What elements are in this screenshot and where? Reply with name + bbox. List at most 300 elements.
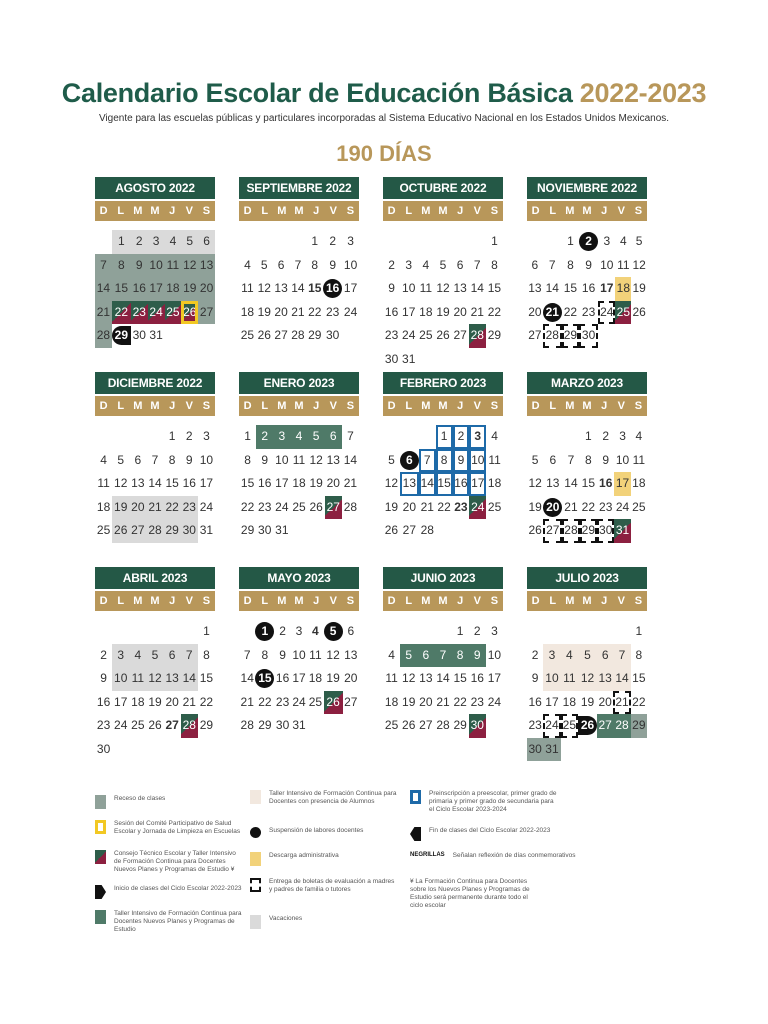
weekday-label: L bbox=[117, 595, 125, 607]
day-cell bbox=[597, 644, 613, 668]
day-number: 30 bbox=[528, 741, 542, 756]
day-number: 30 bbox=[581, 328, 596, 342]
day-number: 15 bbox=[487, 281, 502, 295]
day-cell bbox=[469, 620, 486, 644]
day-number: 1 bbox=[255, 622, 274, 641]
day-cell bbox=[274, 667, 290, 691]
day-cell bbox=[181, 230, 198, 254]
day-cell bbox=[112, 277, 131, 301]
day-number: 30 bbox=[132, 328, 146, 342]
day-cell bbox=[256, 301, 273, 325]
day-number: 3 bbox=[474, 429, 482, 443]
legend-text: Fin de clases del Ciclo Escolar 2022-2023 bbox=[429, 827, 551, 834]
day-number: 6 bbox=[134, 452, 142, 467]
day-cell bbox=[486, 667, 503, 691]
day-cell bbox=[239, 301, 256, 325]
day-cell bbox=[417, 644, 434, 668]
day-number: 11 bbox=[385, 671, 398, 685]
day-cell bbox=[436, 472, 453, 496]
day-number: 12 bbox=[384, 476, 399, 490]
day-number: 29 bbox=[581, 523, 596, 537]
day-number: 4 bbox=[620, 234, 627, 248]
legend-item-sus bbox=[250, 827, 363, 838]
day-cell bbox=[95, 324, 112, 348]
day-number: 18 bbox=[384, 694, 399, 709]
weekday-label: M bbox=[150, 205, 160, 217]
legend-swatch bbox=[95, 885, 106, 899]
day-cell bbox=[308, 496, 325, 520]
weekday-label: M bbox=[133, 205, 143, 217]
day-number: 30 bbox=[275, 718, 290, 732]
day-number: 18 bbox=[487, 476, 502, 490]
day-number: 23 bbox=[581, 304, 596, 319]
day-number: 28 bbox=[148, 523, 162, 537]
day-number: 5 bbox=[388, 452, 395, 467]
day-cell bbox=[469, 301, 486, 325]
weekday-header bbox=[239, 591, 359, 611]
day-cell bbox=[274, 620, 290, 644]
day-cell bbox=[198, 472, 215, 496]
day-number: 9 bbox=[279, 647, 286, 662]
day-cell bbox=[614, 519, 630, 543]
day-number: 18 bbox=[419, 304, 433, 319]
day-number: 17 bbox=[114, 694, 128, 709]
day-cell bbox=[148, 254, 165, 278]
day-cell bbox=[400, 496, 419, 520]
empty-cell bbox=[469, 230, 486, 254]
day-cell bbox=[486, 301, 503, 325]
day-cell bbox=[112, 644, 129, 668]
day-number: 16 bbox=[384, 304, 399, 319]
weekday-label: D bbox=[99, 595, 108, 607]
day-number: 7 bbox=[548, 257, 556, 272]
day-number: 5 bbox=[405, 647, 413, 662]
weekday-label: M bbox=[277, 595, 287, 607]
day-number: 11 bbox=[563, 671, 576, 685]
day-cell bbox=[613, 691, 630, 715]
day-cell bbox=[562, 301, 579, 325]
day-number: 11 bbox=[241, 281, 254, 295]
day-number: 29 bbox=[199, 718, 214, 732]
legend-item-yel bbox=[95, 820, 244, 836]
day-cell bbox=[597, 472, 614, 496]
day-number: 9 bbox=[100, 671, 107, 685]
empty-cell bbox=[383, 425, 400, 449]
day-number: 3 bbox=[117, 647, 125, 662]
day-number: 2 bbox=[531, 647, 539, 662]
day-cell bbox=[255, 667, 274, 691]
day-cell bbox=[164, 714, 181, 738]
day-number: 21 bbox=[564, 499, 578, 514]
day-number: 21 bbox=[291, 304, 305, 319]
day-cell bbox=[323, 324, 342, 348]
day-cell bbox=[598, 301, 615, 325]
day-cell bbox=[543, 738, 560, 762]
day-cell bbox=[383, 691, 400, 715]
day-number: 22 bbox=[581, 499, 596, 514]
day-cell bbox=[239, 254, 256, 278]
page-subtitle: Vigente para las escuelas públicas y particulares incorporadas al Sistema Educativo Nacional en los Estados Unidos Mexicanos. bbox=[98, 113, 670, 124]
day-cell bbox=[453, 472, 470, 496]
day-cell bbox=[307, 644, 323, 668]
day-number: 27 bbox=[453, 328, 467, 342]
day-cell bbox=[543, 519, 562, 543]
legend-text: Descarga administrativa bbox=[269, 852, 339, 859]
day-cell bbox=[527, 667, 543, 691]
day-cell bbox=[164, 691, 181, 715]
day-number: 10 bbox=[114, 671, 128, 685]
day-number: 26 bbox=[632, 304, 646, 319]
day-cell bbox=[452, 324, 469, 348]
day-cell bbox=[419, 449, 436, 473]
day-number: 16 bbox=[454, 476, 468, 490]
day-cell bbox=[308, 425, 325, 449]
day-number: 23 bbox=[132, 304, 146, 319]
day-number: 3 bbox=[491, 624, 498, 638]
day-number: 28 bbox=[564, 523, 578, 537]
day-cell bbox=[400, 472, 419, 496]
day-cell bbox=[436, 449, 453, 473]
day-number: 16 bbox=[132, 281, 146, 295]
day-cell bbox=[543, 277, 562, 301]
day-number: 26 bbox=[183, 304, 197, 319]
weekday-label: J bbox=[313, 205, 320, 217]
day-cell bbox=[579, 277, 598, 301]
day-number: 12 bbox=[257, 281, 271, 295]
day-number: 4 bbox=[169, 234, 177, 248]
day-cell bbox=[239, 496, 256, 520]
day-cell bbox=[290, 324, 307, 348]
legend bbox=[95, 790, 675, 940]
weekday-label: S bbox=[490, 205, 499, 217]
day-cell bbox=[527, 738, 543, 762]
day-cell bbox=[562, 277, 579, 301]
legend-item-dash bbox=[250, 878, 399, 894]
day-number: 22 bbox=[114, 304, 128, 319]
day-cell bbox=[486, 425, 503, 449]
day-number: 10 bbox=[149, 257, 163, 272]
month-title: SEPTIEMBRE 2022 bbox=[239, 177, 359, 199]
weekday-label: V bbox=[617, 400, 625, 412]
day-number: 18 bbox=[616, 281, 631, 295]
day-number: 24 bbox=[615, 499, 630, 514]
day-number: 7 bbox=[567, 452, 575, 467]
weekday-label: M bbox=[582, 595, 592, 607]
day-cell bbox=[95, 667, 112, 691]
day-number: 7 bbox=[618, 647, 626, 662]
month-title: ABRIL 2023 bbox=[95, 567, 215, 589]
day-number: 22 bbox=[165, 499, 179, 514]
empty-cell bbox=[400, 620, 417, 644]
day-number: 28 bbox=[545, 328, 559, 342]
empty-cell bbox=[383, 620, 400, 644]
day-cell bbox=[527, 277, 543, 301]
legend-text: Consejo Técnico Escolar y Taller Intensivo de Formación Continua para Docentes Nuevos Planes y Programas de Estudio ¥ bbox=[114, 850, 236, 873]
day-number: 16 bbox=[96, 694, 111, 709]
day-number: 6 bbox=[329, 429, 337, 443]
day-cell bbox=[434, 301, 451, 325]
day-number: 19 bbox=[257, 304, 271, 319]
day-number: 8 bbox=[203, 647, 210, 662]
day-number: 29 bbox=[112, 326, 131, 345]
day-number: 27 bbox=[402, 523, 416, 537]
day-number: 24 bbox=[471, 499, 485, 514]
day-number: 14 bbox=[615, 671, 629, 685]
legend-swatch bbox=[95, 795, 106, 809]
day-cell bbox=[131, 301, 148, 325]
day-cell bbox=[146, 667, 163, 691]
day-cell bbox=[469, 277, 486, 301]
day-cell bbox=[543, 449, 562, 473]
day-number: 12 bbox=[632, 257, 646, 272]
day-cell bbox=[165, 277, 182, 301]
day-number: 11 bbox=[309, 647, 322, 662]
day-cell bbox=[469, 691, 486, 715]
weekday-label: L bbox=[261, 400, 269, 412]
day-cell bbox=[198, 714, 215, 738]
day-cell bbox=[273, 301, 290, 325]
empty-cell bbox=[417, 230, 434, 254]
day-number: 23 bbox=[275, 694, 290, 709]
day-number: 14 bbox=[470, 281, 484, 295]
day-number: 1 bbox=[491, 234, 498, 248]
weekday-label: V bbox=[617, 205, 625, 217]
day-cell bbox=[615, 301, 631, 325]
day-number: 17 bbox=[600, 281, 614, 295]
day-cell bbox=[112, 230, 131, 254]
day-number: 19 bbox=[309, 476, 323, 490]
day-cell bbox=[308, 472, 325, 496]
day-cell bbox=[95, 519, 112, 543]
day-cell bbox=[561, 714, 578, 738]
month-title: ENERO 2023 bbox=[239, 372, 359, 394]
day-cell bbox=[434, 644, 451, 668]
day-number: 19 bbox=[632, 281, 646, 295]
day-cell bbox=[165, 230, 182, 254]
day-number: 6 bbox=[456, 257, 464, 272]
day-number: 3 bbox=[278, 429, 286, 443]
day-cell bbox=[434, 667, 451, 691]
day-cell bbox=[306, 301, 323, 325]
legend-item-note bbox=[410, 878, 540, 910]
weekday-label: M bbox=[150, 400, 160, 412]
day-number: 26 bbox=[436, 328, 450, 342]
month-title: DICIEMBRE 2022 bbox=[95, 372, 215, 394]
day-number: 5 bbox=[312, 429, 320, 443]
day-cell bbox=[274, 644, 290, 668]
day-cell bbox=[527, 691, 543, 715]
day-number: 11 bbox=[131, 671, 145, 685]
day-number: 19 bbox=[384, 499, 399, 514]
day-cell bbox=[343, 644, 359, 668]
day-number: 13 bbox=[131, 476, 145, 490]
day-cell bbox=[527, 519, 543, 543]
day-cell bbox=[324, 620, 343, 644]
day-number: 7 bbox=[423, 452, 431, 467]
day-number: 20 bbox=[543, 498, 562, 517]
day-number: 31 bbox=[545, 741, 559, 756]
day-number: 13 bbox=[326, 452, 340, 467]
weekday-label: M bbox=[150, 595, 160, 607]
weekday-label: D bbox=[531, 400, 540, 412]
day-cell bbox=[164, 472, 181, 496]
day-cell bbox=[112, 449, 129, 473]
weekday-header bbox=[95, 201, 215, 221]
day-cell bbox=[164, 644, 181, 668]
day-number: 4 bbox=[565, 647, 573, 662]
day-number: 11 bbox=[617, 257, 630, 272]
day-cell bbox=[290, 496, 307, 520]
day-number: 21 bbox=[420, 499, 434, 514]
legend-text: Taller Intensivo de Formación Continua para Docentes con presencia de Alumnos bbox=[269, 790, 397, 805]
day-cell bbox=[562, 472, 579, 496]
weekday-label: S bbox=[490, 400, 499, 412]
day-number: 16 bbox=[581, 281, 596, 295]
weekday-label: D bbox=[99, 400, 108, 412]
day-number: 22 bbox=[258, 694, 272, 709]
day-cell bbox=[527, 472, 543, 496]
day-number: 3 bbox=[619, 429, 626, 443]
day-cell bbox=[578, 714, 597, 738]
day-cell bbox=[239, 324, 256, 348]
day-cell bbox=[131, 254, 148, 278]
empty-cell bbox=[146, 620, 163, 644]
day-grid bbox=[527, 425, 647, 543]
legend-swatch bbox=[95, 820, 106, 834]
weekday-label: V bbox=[473, 205, 481, 217]
empty-cell bbox=[543, 425, 562, 449]
day-cell bbox=[400, 714, 417, 738]
day-grid bbox=[239, 230, 359, 348]
day-cell bbox=[146, 472, 163, 496]
day-cell bbox=[308, 449, 325, 473]
day-cell bbox=[324, 644, 343, 668]
day-cell bbox=[597, 519, 614, 543]
day-cell bbox=[323, 230, 342, 254]
day-number: 28 bbox=[343, 499, 358, 514]
day-cell bbox=[273, 519, 290, 543]
legend-text: ¥ La Formación Continua para Docentes sobre los Nuevos Planes y Programas de Estudio será permanente durante todo el ciclo escolar bbox=[410, 878, 530, 909]
day-cell bbox=[469, 324, 486, 348]
day-number: 6 bbox=[400, 451, 419, 470]
day-number: 20 bbox=[402, 499, 416, 514]
day-cell bbox=[290, 472, 307, 496]
day-number: 19 bbox=[183, 281, 197, 295]
day-number: 21 bbox=[182, 694, 196, 709]
weekday-label: L bbox=[549, 595, 557, 607]
day-number: 28 bbox=[96, 328, 111, 342]
legend-swatch bbox=[250, 790, 261, 804]
day-cell bbox=[198, 425, 215, 449]
day-cell bbox=[486, 472, 503, 496]
legend-text: Entrega de boletas de evaluación a madres y padres de familia o tutores bbox=[269, 878, 395, 893]
day-cell bbox=[469, 425, 486, 449]
day-number: 24 bbox=[149, 304, 163, 319]
day-cell bbox=[198, 277, 215, 301]
day-cell bbox=[342, 254, 359, 278]
day-number: 10 bbox=[545, 671, 559, 685]
day-number: 27 bbox=[199, 304, 214, 319]
day-number: 10 bbox=[471, 452, 485, 467]
day-number: 8 bbox=[117, 257, 125, 272]
day-cell bbox=[273, 449, 290, 473]
day-number: 18 bbox=[292, 476, 306, 490]
day-cell bbox=[342, 472, 359, 496]
day-cell bbox=[419, 496, 436, 520]
day-cell bbox=[562, 324, 579, 348]
empty-cell bbox=[239, 620, 255, 644]
day-number: 30 bbox=[325, 328, 340, 342]
day-number: 1 bbox=[311, 234, 319, 248]
empty-cell bbox=[112, 425, 129, 449]
legend-item-tal bbox=[95, 910, 244, 934]
day-number: 14 bbox=[96, 281, 111, 295]
legend-text: Receso de clases bbox=[114, 795, 166, 802]
day-number: 23 bbox=[325, 304, 340, 319]
day-cell bbox=[239, 691, 255, 715]
empty-cell bbox=[290, 230, 307, 254]
day-number: 23 bbox=[182, 499, 196, 514]
day-cell bbox=[325, 449, 342, 473]
day-cell bbox=[198, 691, 215, 715]
weekday-label: L bbox=[405, 205, 413, 217]
day-cell bbox=[417, 324, 434, 348]
weekday-label: S bbox=[346, 205, 355, 217]
legend-swatch bbox=[250, 827, 261, 838]
day-cell bbox=[579, 324, 598, 348]
day-number: 3 bbox=[405, 257, 413, 272]
day-grid bbox=[383, 620, 503, 738]
day-cell bbox=[342, 449, 359, 473]
day-cell bbox=[131, 230, 148, 254]
day-number: 30 bbox=[470, 718, 484, 732]
empty-cell bbox=[239, 230, 256, 254]
day-cell bbox=[562, 449, 579, 473]
day-cell bbox=[469, 667, 486, 691]
day-cell bbox=[112, 254, 131, 278]
day-number: 9 bbox=[388, 281, 395, 295]
day-number: 31 bbox=[402, 351, 416, 366]
day-number: 6 bbox=[277, 257, 285, 272]
day-number: 30 bbox=[96, 741, 111, 756]
day-number: 17 bbox=[149, 281, 163, 295]
day-cell bbox=[198, 620, 215, 644]
weekday-label: M bbox=[438, 595, 448, 607]
day-cell bbox=[615, 254, 631, 278]
day-number: 7 bbox=[185, 647, 193, 662]
empty-cell bbox=[95, 230, 112, 254]
month-0 bbox=[95, 177, 215, 348]
day-cell bbox=[580, 425, 597, 449]
day-number: 25 bbox=[131, 718, 145, 732]
day-number: 25 bbox=[292, 499, 306, 514]
day-grid bbox=[239, 425, 359, 543]
weekday-label: D bbox=[387, 595, 396, 607]
empty-cell bbox=[561, 620, 578, 644]
day-cell bbox=[325, 496, 342, 520]
weekday-label: J bbox=[601, 205, 608, 217]
day-number: 3 bbox=[295, 624, 303, 638]
day-number: 17 bbox=[615, 476, 630, 490]
weekday-label: M bbox=[294, 595, 304, 607]
day-cell bbox=[181, 472, 198, 496]
legend-swatch bbox=[250, 878, 261, 892]
day-number: 15 bbox=[255, 669, 274, 688]
day-cell bbox=[95, 472, 112, 496]
day-number: 22 bbox=[240, 499, 255, 514]
month-7 bbox=[527, 372, 647, 543]
day-number: 12 bbox=[580, 671, 595, 685]
